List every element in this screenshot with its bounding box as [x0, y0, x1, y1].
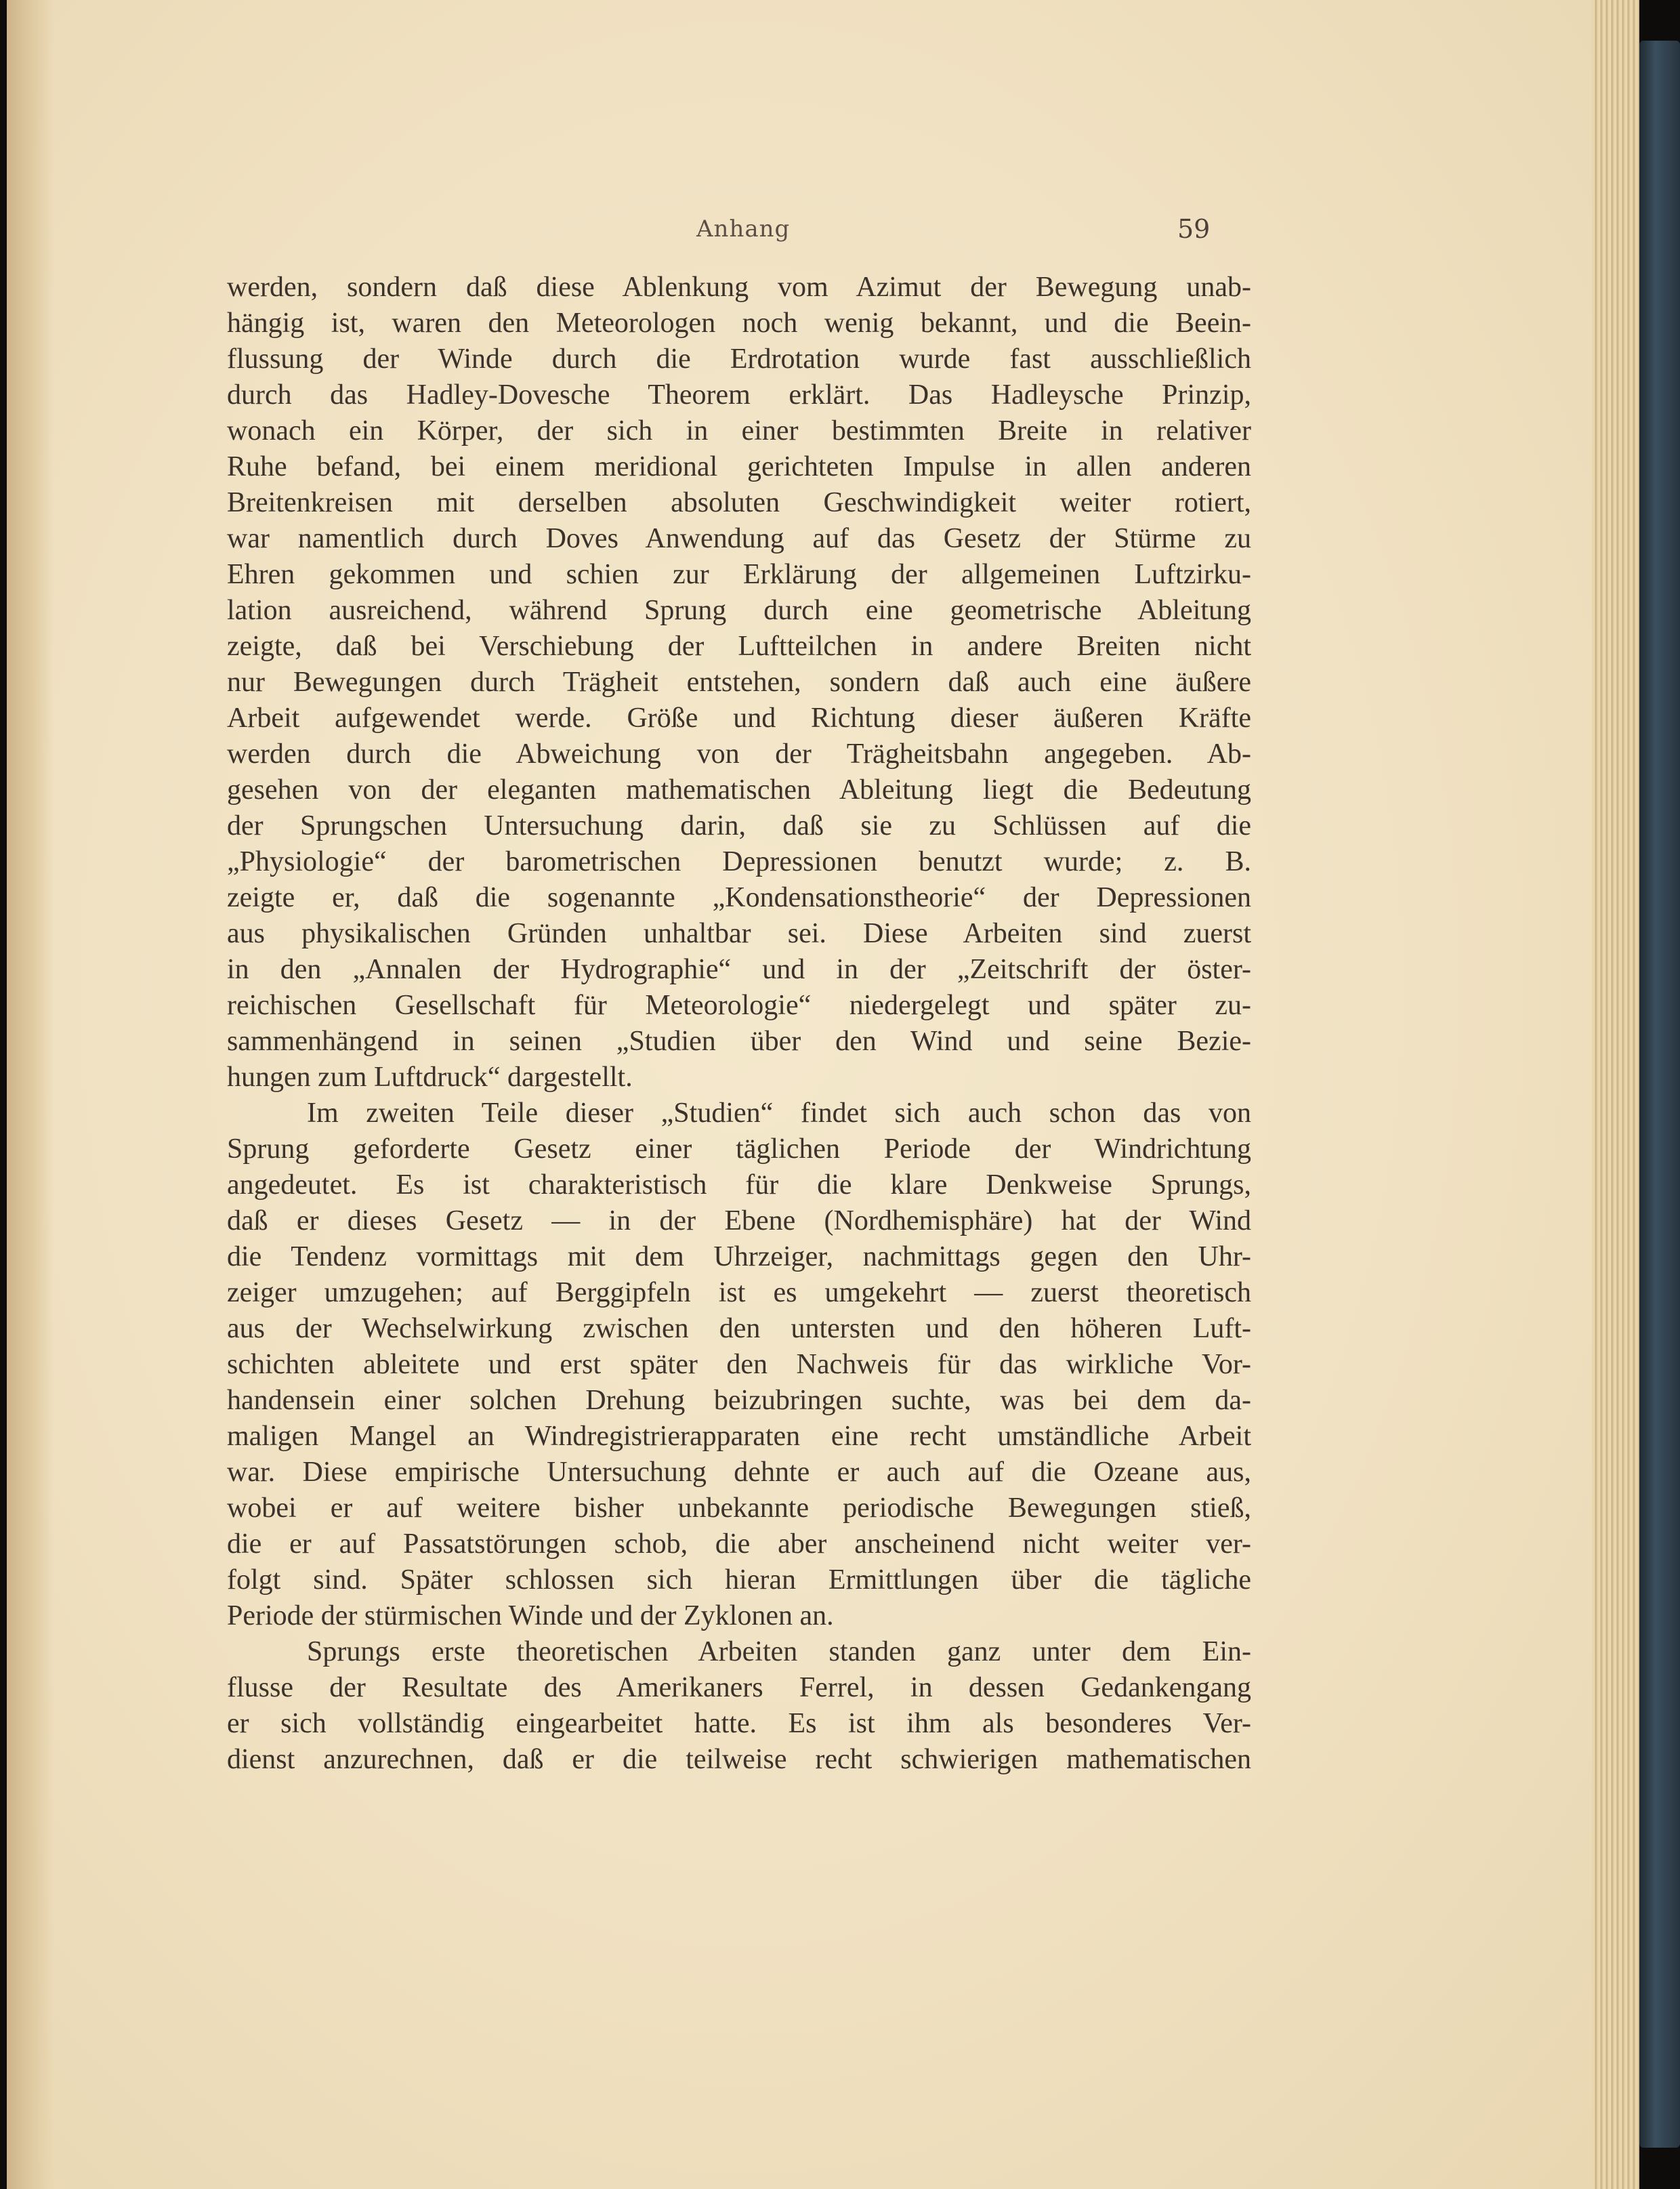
text-line: daß er dieses Gesetz — in der Ebene (Nordhemisphäre) hat der Wind: [227, 1205, 1251, 1236]
text-line: wonach ein Körper, der sich in einer bestimmten Breite in relativer: [227, 415, 1251, 446]
text-line: reichischen Gesellschaft für Meteorologie“ niedergelegt und später zu-: [227, 990, 1251, 1021]
book-page: [7, 0, 1639, 2189]
text-line: werden durch die Abweichung von der Trägheitsbahn angegeben. Ab-: [227, 738, 1251, 770]
text-line: Breitenkreisen mit derselben absoluten Geschwindigkeit weiter rotiert,: [227, 487, 1251, 518]
text-line: gesehen von der eleganten mathematischen Ableitung liegt die Bedeutung: [227, 774, 1251, 806]
text-line: Periode der stürmischen Winde und der Zyklonen an.: [227, 1600, 834, 1631]
text-line: die er auf Passatstörungen schob, die aber anscheinend nicht weiter ver-: [227, 1528, 1251, 1560]
text-line: folgt sind. Später schlossen sich hieran Ermittlungen über die tägliche: [227, 1564, 1251, 1596]
text-line: war. Diese empirische Untersuchung dehnte er auch auf die Ozeane aus,: [227, 1457, 1251, 1488]
running-head: Anhang: [696, 215, 791, 243]
text-line: wobei er auf weitere bisher unbekannte periodische Bewegungen stieß,: [227, 1493, 1251, 1524]
page-fore-edge: [1592, 0, 1639, 2189]
text-line: hungen zum Luftdruck“ dargestellt.: [227, 1062, 633, 1093]
text-line: flusse der Resultate des Amerikaners Ferrel, in dessen Gedankengang: [227, 1672, 1251, 1703]
text-line: lation ausreichend, während Sprung durch eine geometrische Ableitung: [227, 595, 1251, 626]
text-line: Sprung geforderte Gesetz einer täglichen Periode der Windrichtung: [227, 1133, 1251, 1165]
text-line: war namentlich durch Doves Anwendung auf das Gesetz der Stürme zu: [227, 523, 1251, 554]
text-line: in den „Annalen der Hydrographie“ und in der „Zeitschrift der öster-: [227, 954, 1251, 985]
text-line: aus physikalischen Gründen unhaltbar sei. Diese Arbeiten sind zuerst: [227, 918, 1251, 949]
text-line: zeigte er, daß die sogenannte „Kondensationstheorie“ der Depressionen: [227, 882, 1251, 913]
text-line: zeiger umzugehen; auf Berggipfeln ist es umgekehrt — zuerst theoretisch: [227, 1277, 1251, 1308]
text-line: sammenhängend in seinen „Studien über den Wind und seine Bezie-: [227, 1026, 1251, 1057]
text-line: der Sprungschen Untersuchung darin, daß sie zu Schlüssen auf die: [227, 810, 1251, 841]
text-line: dienst anzurechnen, daß er die teilweise recht schwierigen mathematischen: [227, 1744, 1251, 1775]
text-line: Ruhe befand, bei einem meridional gerichteten Impulse in allen anderen: [227, 451, 1251, 482]
text-line: die Tendenz vormittags mit dem Uhrzeiger, nachmittags gegen den Uhr-: [227, 1241, 1251, 1272]
text-line: angedeutet. Es ist charakteristisch für die klare Denkweise Sprungs,: [227, 1169, 1251, 1201]
text-line: Sprungs erste theoretischen Arbeiten standen ganz unter dem Ein-: [307, 1636, 1251, 1667]
text-line: werden, sondern daß diese Ablenkung vom Azimut der Bewegung unab-: [227, 272, 1251, 303]
text-line: Arbeit aufgewendet werde. Größe und Richtung dieser äußeren Kräfte: [227, 703, 1251, 734]
text-line: flussung der Winde durch die Erdrotation wurde fast ausschließlich: [227, 343, 1251, 375]
text-line: „Physiologie“ der barometrischen Depressionen benutzt wurde; z. B.: [227, 846, 1251, 877]
text-line: Im zweiten Teile dieser „Studien“ findet sich auch schon das von: [307, 1098, 1251, 1129]
text-line: er sich vollständig eingearbeitet hatte. Es ist ihm als besonderes Ver-: [227, 1708, 1251, 1739]
text-line: schichten ableitete und erst später den Nachweis für das wirkliche Vor-: [227, 1349, 1251, 1380]
body-text: [227, 270, 1251, 1778]
book-cover-edge: [1639, 41, 1680, 2148]
text-line: Ehren gekommen und schien zur Erklärung der allgemeinen Luftzirku-: [227, 559, 1251, 590]
text-line: aus der Wechselwirkung zwischen den untersten und den höheren Luft-: [227, 1313, 1251, 1344]
text-line: handensein einer solchen Drehung beizubringen suchte, was bei dem da-: [227, 1385, 1251, 1416]
text-line: nur Bewegungen durch Trägheit entstehen, sondern daß auch eine äußere: [227, 667, 1251, 698]
text-line: zeigte, daß bei Verschiebung der Luftteilchen in andere Breiten nicht: [227, 631, 1251, 662]
page-gutter-shadow: [7, 0, 54, 2189]
page-number: 59: [1177, 214, 1211, 244]
text-line: hängig ist, waren den Meteorologen noch wenig bekannt, und die Beein-: [227, 308, 1251, 339]
text-line: durch das Hadley-Dovesche Theorem erklärt. Das Hadleysche Prinzip,: [227, 379, 1251, 411]
text-line: maligen Mangel an Windregistrierapparaten eine recht umständliche Arbeit: [227, 1421, 1251, 1452]
